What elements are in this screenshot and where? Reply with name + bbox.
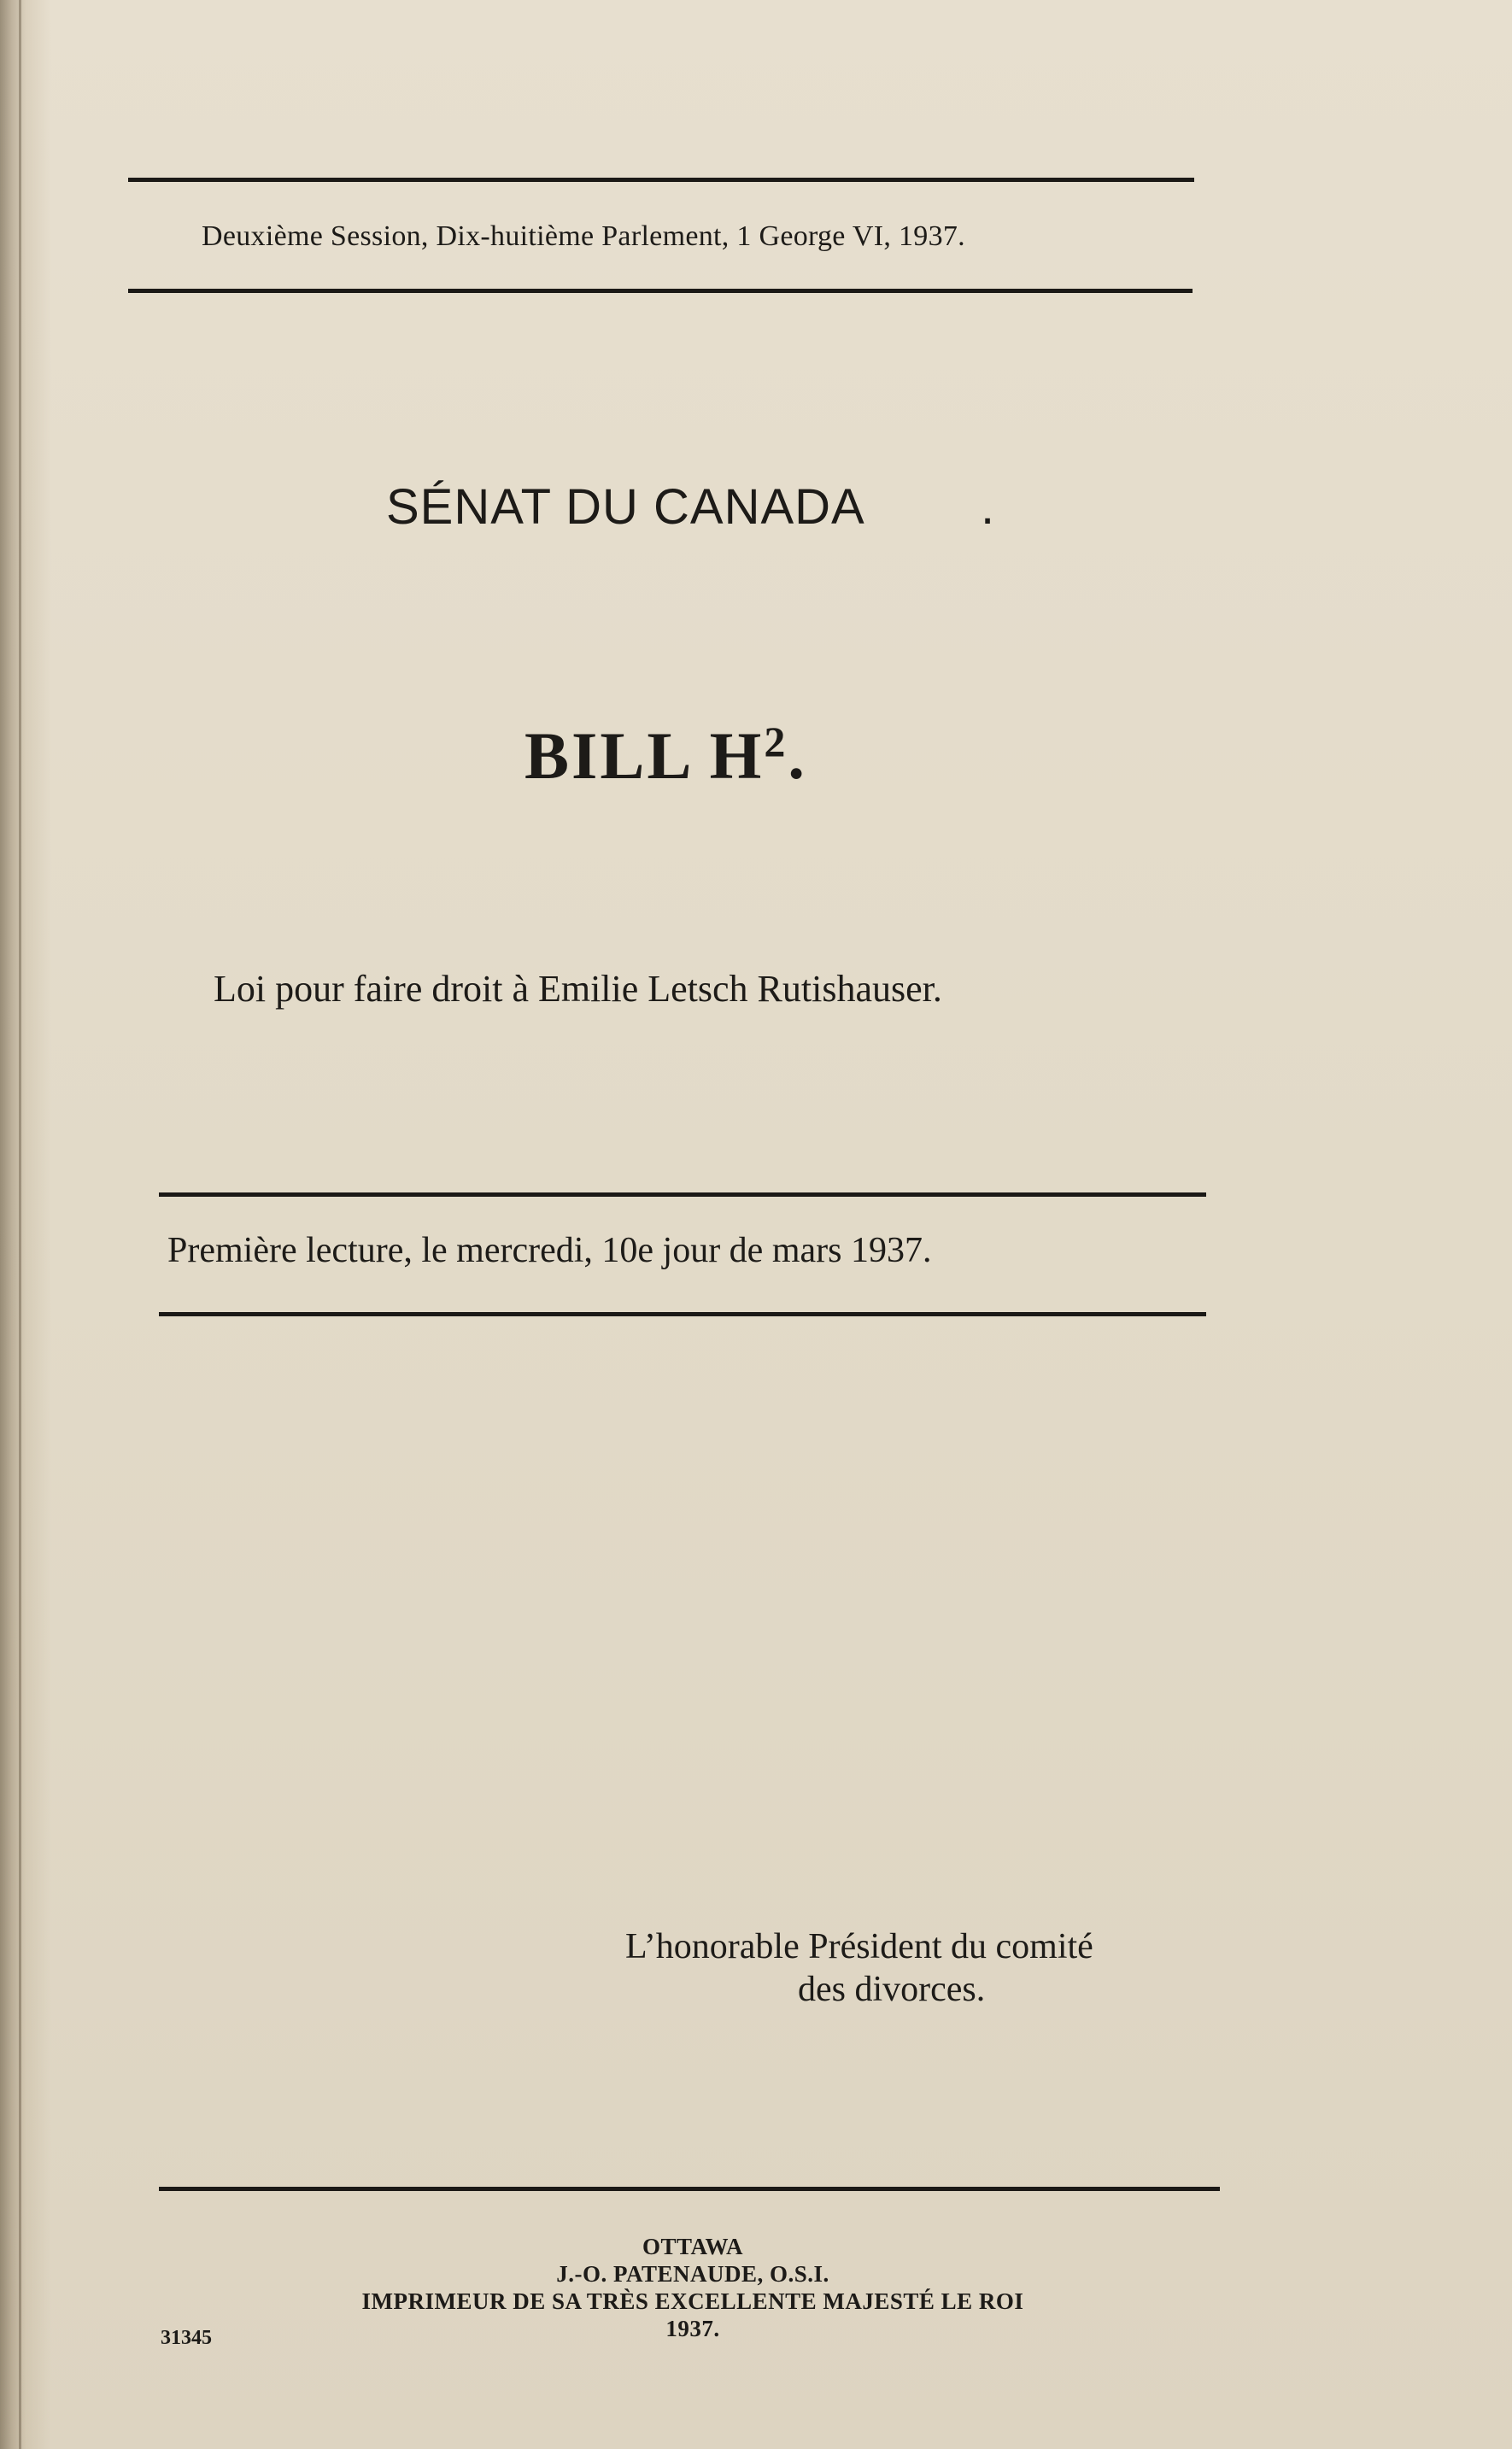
reading-top-rule <box>159 1192 1206 1197</box>
first-reading-line: Première lecture, le mercredi, 10e jour de mars 1937. <box>167 1231 932 1270</box>
session-line: Deuxième Session, Dix-huitième Parlement, 1 George VI, 1937. <box>202 220 965 252</box>
reading-bottom-rule <box>159 1312 1206 1316</box>
imprint-title: IMPRIMEUR DE SA TRÈS EXCELLENTE MAJESTÉ LE ROI <box>361 2288 1024 2314</box>
sponsor-line-2: des divorces. <box>798 1970 986 2009</box>
session-bottom-rule <box>128 289 1193 293</box>
binding-edge <box>19 0 21 2449</box>
sponsor-block <box>625 1925 1093 2011</box>
top-rule <box>128 178 1194 182</box>
bill-superscript: 2 <box>764 718 788 765</box>
print-number: 31345 <box>161 2327 212 2349</box>
bill-label: BILL H <box>525 718 765 793</box>
imprint-rule <box>159 2187 1220 2191</box>
imprint-block <box>296 2233 1090 2342</box>
senate-title: SÉNAT DU CANADA <box>386 479 865 535</box>
senate-title-mark: . <box>981 479 995 535</box>
bill-number <box>525 718 807 794</box>
imprint-city: OTTAWA <box>642 2234 744 2259</box>
imprint-printer: J.-O. PATENAUDE, O.S.I. <box>556 2261 829 2287</box>
bill-suffix: . <box>788 718 807 793</box>
bill-title: Loi pour faire droit à Emilie Letsch Rutishauser. <box>214 968 942 1010</box>
imprint-year: 1937. <box>665 2316 720 2341</box>
sponsor-line-1: L’honorable Président du comité <box>625 1927 1093 1966</box>
